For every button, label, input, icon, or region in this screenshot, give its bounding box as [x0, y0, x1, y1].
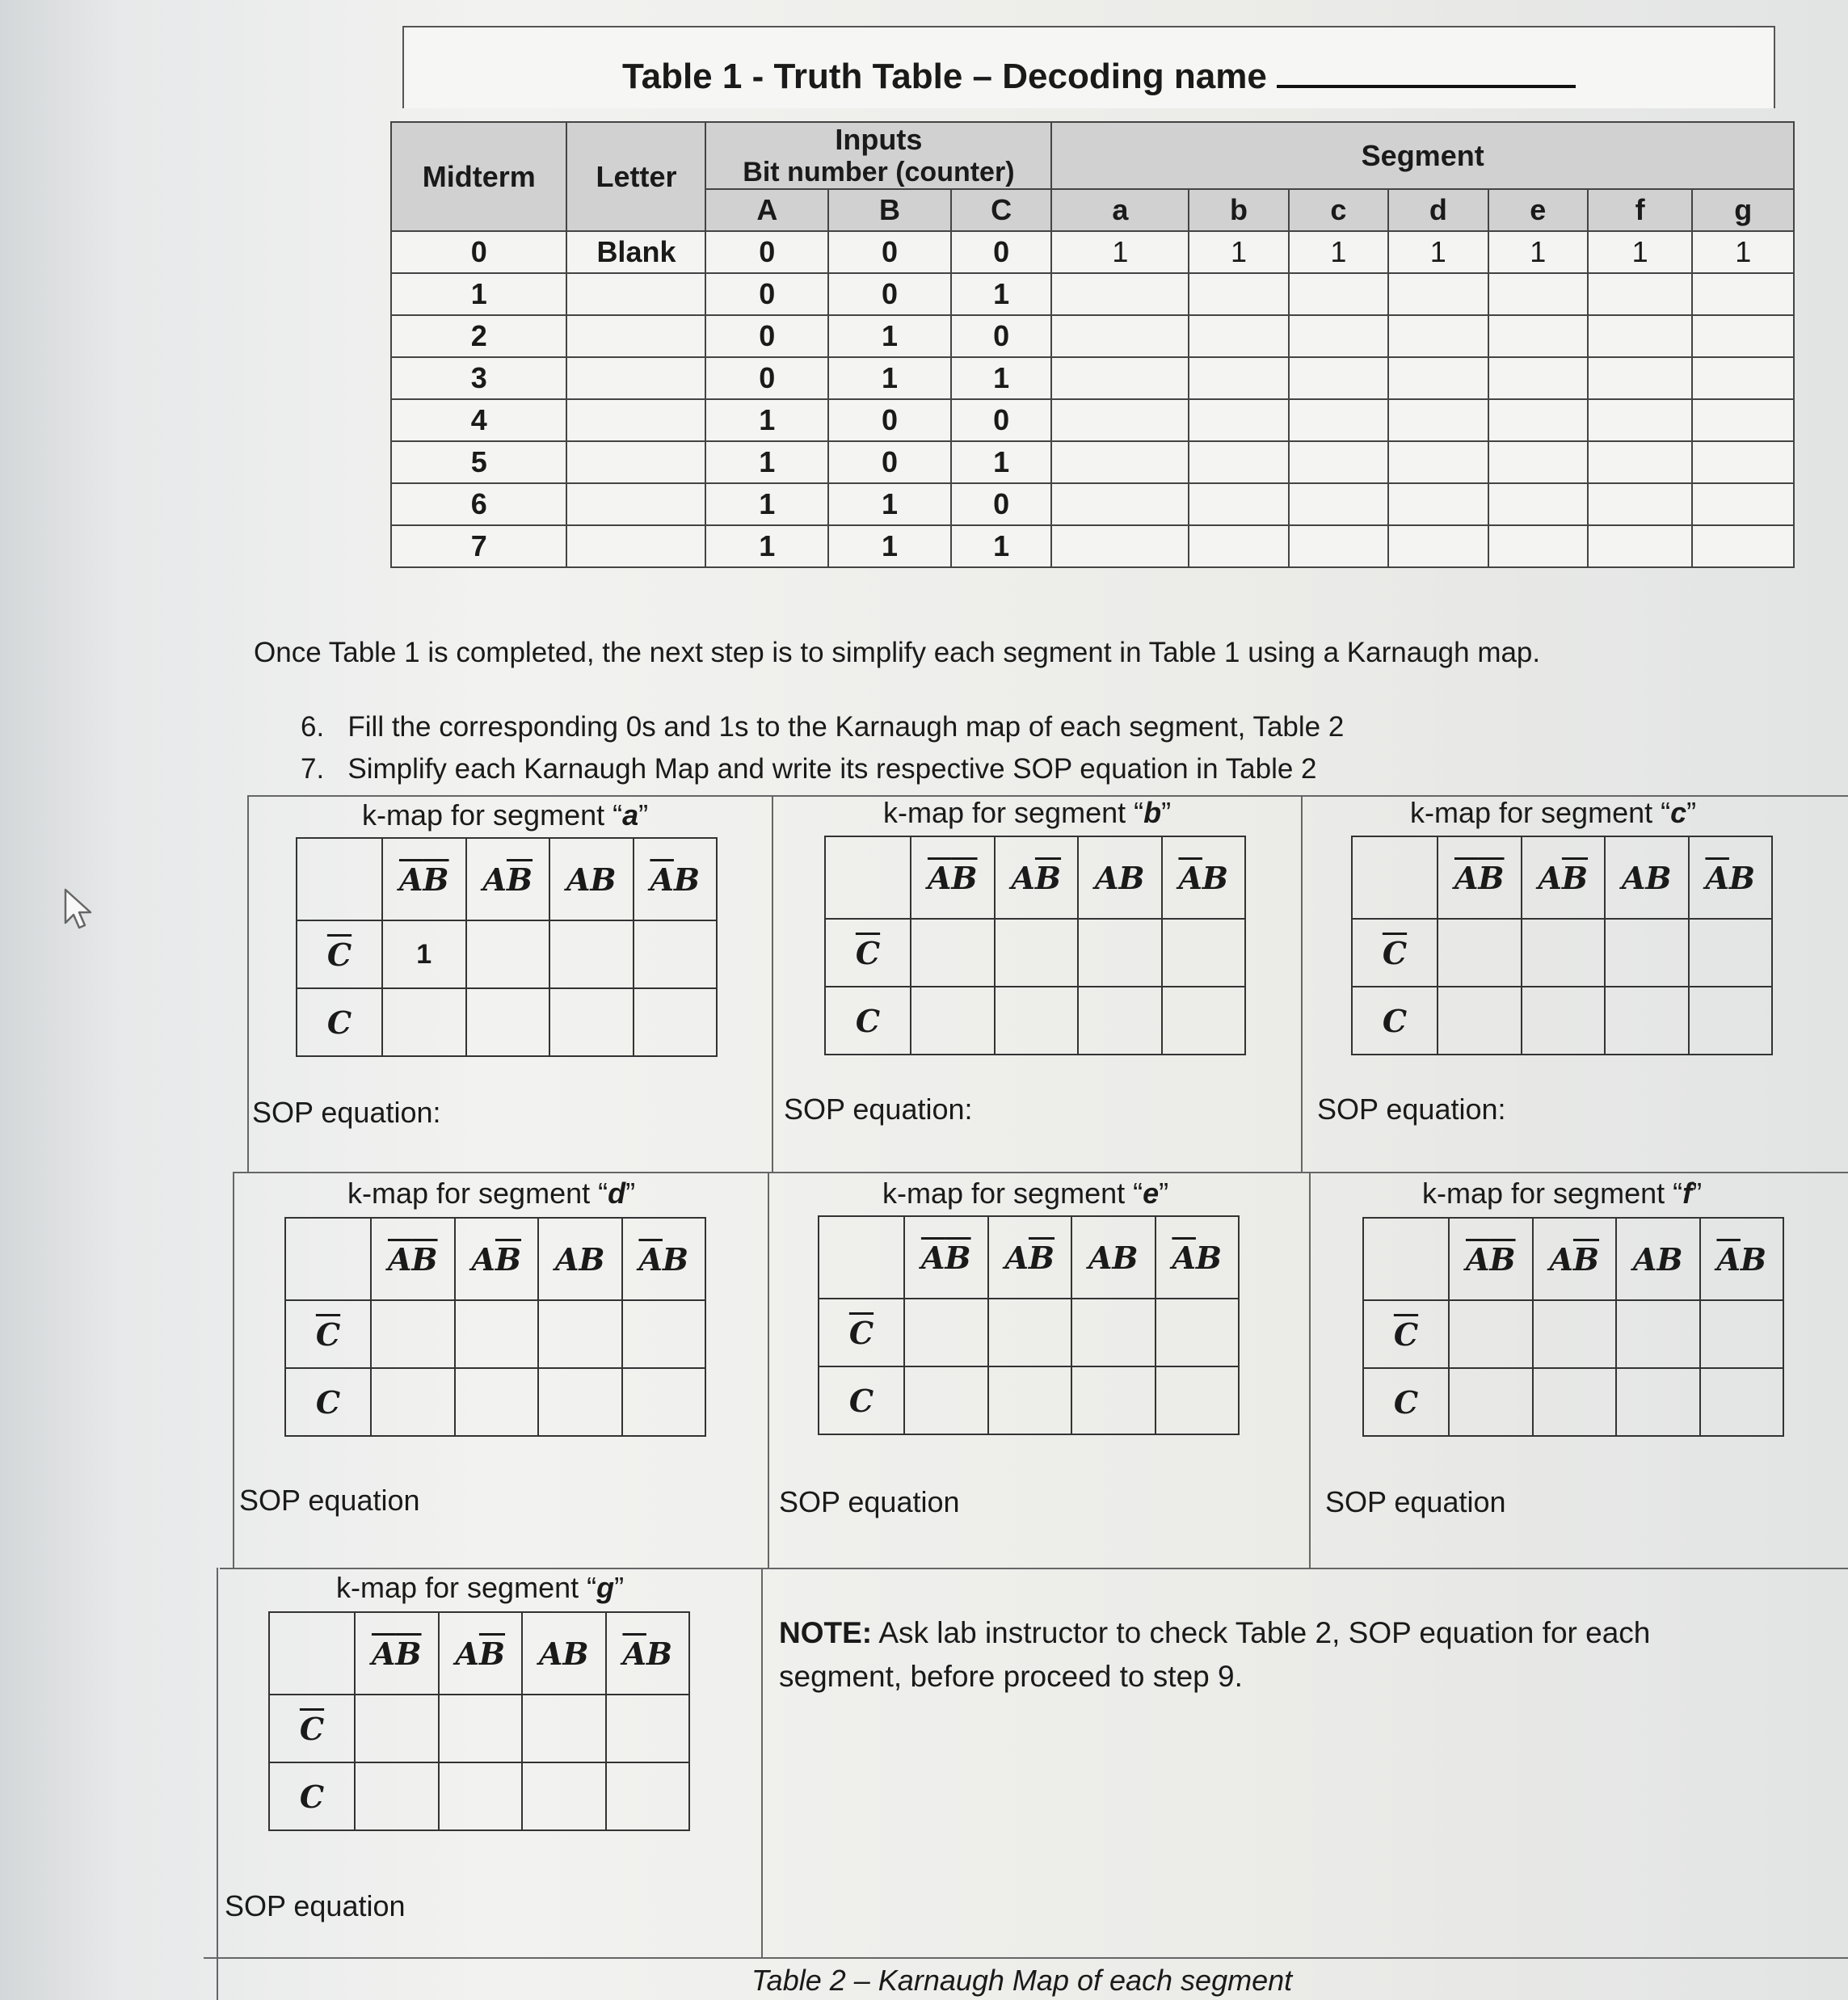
input-b-cell[interactable]: 1 [828, 483, 951, 525]
kmap-col-header: AB [1071, 1216, 1156, 1299]
truth-table [390, 121, 1795, 568]
kmap-cell[interactable] [1689, 987, 1773, 1055]
midterm-cell[interactable]: 7 [391, 525, 566, 567]
truth-table-row [391, 483, 1794, 525]
kmap-col-header: AB [1616, 1218, 1700, 1300]
segment-cell[interactable] [1488, 399, 1588, 441]
kmap-cell[interactable] [455, 1300, 539, 1368]
segment-cell[interactable] [1692, 399, 1794, 441]
midterm-cell[interactable]: 6 [391, 483, 566, 525]
input-a-cell[interactable]: 0 [705, 231, 828, 273]
kmap-col-header: AB [538, 1218, 622, 1300]
kmap-corner [297, 838, 382, 920]
segment-cell[interactable] [1588, 483, 1692, 525]
kmap-cell[interactable] [1078, 919, 1162, 987]
kmap-cell[interactable] [904, 1299, 988, 1366]
intro-text: Once Table 1 is completed, the next step is to simplify each segment in Table 1 using a Karnaugh map. [254, 637, 1541, 668]
segment-cell[interactable] [1488, 441, 1588, 483]
kmap-cell[interactable] [1162, 919, 1246, 987]
input-a-cell[interactable]: 1 [705, 525, 828, 567]
kmap-cell[interactable] [988, 1366, 1072, 1434]
kmap-cell[interactable] [439, 1695, 523, 1762]
truth-table-row [391, 231, 1794, 273]
input-b-cell[interactable]: 0 [828, 441, 951, 483]
segment-col-header: f [1588, 189, 1692, 231]
segment-cell[interactable] [1692, 273, 1794, 315]
input-a-cell[interactable]: 0 [705, 315, 828, 357]
kmap-cell[interactable] [1156, 1366, 1240, 1434]
kmap-col-header: $A\overline{B}$ [455, 1218, 539, 1300]
kmap-corner [1352, 836, 1438, 919]
kmap-cell[interactable] [522, 1762, 606, 1830]
kmap-corner [285, 1218, 371, 1300]
segment-cell[interactable]: 1 [1051, 231, 1189, 273]
kmap-cell[interactable] [1605, 987, 1689, 1055]
truth-table-row [391, 315, 1794, 357]
segment-cell[interactable] [1388, 483, 1488, 525]
kmap-caption-g: k-map for segment “g” [336, 1571, 625, 1604]
kmap-col-header: $\overline{A}\overline{B}$ [355, 1612, 439, 1695]
letter-header: Letter [566, 122, 705, 231]
kmap-caption-a: k-map for segment “a” [362, 798, 649, 832]
midterm-header: Midterm [391, 122, 566, 231]
kmap-cell[interactable] [1616, 1300, 1700, 1368]
kmap-col-header: $A\overline{B}$ [439, 1612, 523, 1695]
kmap-cell[interactable] [1616, 1368, 1700, 1436]
segment-cell[interactable] [1488, 357, 1588, 399]
kmap-row-header: $\overline{C}$ [819, 1299, 904, 1366]
kmap-cell[interactable] [1700, 1368, 1784, 1436]
segment-cell[interactable] [1051, 399, 1189, 441]
kmap-cell[interactable] [622, 1300, 706, 1368]
kmap-cell[interactable] [382, 988, 466, 1056]
input-c-cell[interactable]: 1 [951, 273, 1051, 315]
segment-cell[interactable] [1289, 315, 1388, 357]
input-b-cell[interactable]: 0 [828, 231, 951, 273]
kmap-col-header: $A\overline{B}$ [988, 1216, 1072, 1299]
kmap-col-header: $\overline{A}B$ [606, 1612, 690, 1695]
input-c-cell[interactable]: 0 [951, 483, 1051, 525]
kmap-cell[interactable] [1449, 1368, 1533, 1436]
kmap-col-header: $\overline{A}\overline{B}$ [382, 838, 466, 920]
step-6: 6. Fill the corresponding 0s and 1s to the Karnaugh map of each segment, Table 2 [301, 711, 1345, 743]
kmap-col-header: $\overline{A}B$ [1156, 1216, 1240, 1299]
input-c-cell[interactable]: 1 [951, 357, 1051, 399]
kmap-cell[interactable] [1700, 1300, 1784, 1368]
kmap-col-header: $\overline{A}\overline{B}$ [371, 1218, 455, 1300]
kmap-row-header: C [285, 1368, 371, 1436]
kmap-cell[interactable] [1533, 1368, 1617, 1436]
segment-cell[interactable] [1051, 483, 1189, 525]
segment-cell[interactable] [1051, 273, 1189, 315]
segment-cell[interactable] [1388, 273, 1488, 315]
kmap-col-header: AB [1605, 836, 1689, 919]
kmap-corner [269, 1612, 355, 1695]
kmap-cell[interactable] [1689, 919, 1773, 987]
kmap-caption-b: k-map for segment “b” [883, 796, 1172, 829]
kmap-row-header: C [1352, 987, 1438, 1055]
kmap-col-header: $\overline{A}B$ [634, 838, 718, 920]
kmap-cell[interactable] [466, 920, 550, 988]
segment-col-header: c [1289, 189, 1388, 231]
kmap-col-header: $A\overline{B}$ [995, 836, 1079, 919]
segment-cell[interactable] [1388, 357, 1488, 399]
input-c-cell[interactable]: 1 [951, 441, 1051, 483]
segment-cell[interactable] [1588, 315, 1692, 357]
table1-title-bar [402, 26, 1775, 108]
kmap-row-header: C [269, 1762, 355, 1830]
segment-cell[interactable] [1488, 525, 1588, 567]
kmap-cell[interactable] [538, 1368, 622, 1436]
input-b-cell[interactable]: 0 [828, 399, 951, 441]
kmap-grid-a [296, 837, 718, 1057]
input-a-cell[interactable]: 0 [705, 357, 828, 399]
kmap-row-header: $\overline{C}$ [285, 1300, 371, 1368]
input-col-header: B [828, 189, 951, 231]
segment-cell[interactable] [1189, 273, 1288, 315]
inputs-header: Inputs Bit number (counter) [705, 122, 1051, 189]
kmap-cell[interactable] [988, 1299, 1072, 1366]
kmap-corner [819, 1216, 904, 1299]
kmap-cell[interactable] [355, 1762, 439, 1830]
segment-cell[interactable] [1692, 525, 1794, 567]
kmap-cell[interactable] [439, 1762, 523, 1830]
segment-col-header: g [1692, 189, 1794, 231]
segment-cell[interactable] [1692, 483, 1794, 525]
kmap-corner [1363, 1218, 1449, 1300]
kmap-row-header: $\overline{C}$ [269, 1695, 355, 1762]
sop-equation-label-d[interactable]: SOP equation [239, 1484, 420, 1517]
kmap-cell[interactable] [634, 920, 718, 988]
kmap-grid-e [818, 1215, 1240, 1435]
kmap-cell[interactable] [522, 1695, 606, 1762]
letter-cell[interactable] [566, 273, 705, 315]
kmap-row-header: $\overline{C}$ [1352, 919, 1438, 987]
segment-cell[interactable] [1692, 441, 1794, 483]
mouse-pointer-icon [63, 887, 95, 933]
segment-col-header: b [1189, 189, 1288, 231]
table1-title: Table 1 - Truth Table – Decoding name [622, 57, 1576, 97]
midterm-cell[interactable]: 2 [391, 315, 566, 357]
segment-cell[interactable] [1051, 357, 1189, 399]
kmap-row-header: $\overline{C}$ [825, 919, 911, 987]
sop-equation-label-f[interactable]: SOP equation [1325, 1485, 1506, 1518]
kmap-caption-f: k-map for segment “f” [1422, 1177, 1703, 1210]
letter-cell[interactable] [566, 525, 705, 567]
kmap-grid-f [1362, 1217, 1784, 1437]
segment-cell[interactable] [1289, 525, 1388, 567]
midterm-cell[interactable]: 5 [391, 441, 566, 483]
kmap-cell[interactable] [466, 988, 550, 1056]
kmap-col-header: $\overline{A}B$ [1700, 1218, 1784, 1300]
kmap-col-header: $\overline{A}\overline{B}$ [911, 836, 995, 919]
letter-cell[interactable] [566, 483, 705, 525]
kmap-cell[interactable] [911, 919, 995, 987]
kmap-cell[interactable] [634, 988, 718, 1056]
segment-cell[interactable] [1051, 441, 1189, 483]
segment-cell[interactable] [1388, 441, 1488, 483]
segment-cell[interactable] [1189, 315, 1288, 357]
truth-table-row [391, 273, 1794, 315]
kmap-caption-e: k-map for segment “e” [882, 1177, 1169, 1210]
kmap-grid-g [268, 1611, 690, 1831]
input-a-cell[interactable]: 1 [705, 483, 828, 525]
segment-cell[interactable] [1289, 483, 1388, 525]
segment-cell[interactable] [1692, 357, 1794, 399]
kmap-cell[interactable] [549, 988, 634, 1056]
segment-col-header: a [1051, 189, 1189, 231]
segment-cell[interactable] [1189, 357, 1288, 399]
kmap-cell[interactable] [1071, 1366, 1156, 1434]
letter-cell[interactable] [566, 315, 705, 357]
kmap-row-header: $\overline{C}$ [297, 920, 382, 988]
input-b-cell[interactable]: 1 [828, 315, 951, 357]
kmap-cell[interactable] [455, 1368, 539, 1436]
kmap-col-header: AB [549, 838, 634, 920]
kmap-caption-d: k-map for segment “d” [347, 1177, 636, 1210]
kmap-row-header: C [825, 987, 911, 1055]
segment-cell[interactable] [1289, 441, 1388, 483]
kmap-col-header: $\overline{A}\overline{B}$ [904, 1216, 988, 1299]
kmap-grid-d [284, 1217, 706, 1437]
kmap-caption-c: k-map for segment “c” [1410, 796, 1697, 829]
segment-cell[interactable] [1488, 273, 1588, 315]
input-b-cell[interactable]: 1 [828, 525, 951, 567]
midterm-cell[interactable]: 4 [391, 399, 566, 441]
kmap-cell[interactable] [911, 987, 995, 1055]
input-a-cell[interactable]: 1 [705, 399, 828, 441]
segment-col-header: e [1488, 189, 1588, 231]
kmap-cell[interactable] [538, 1300, 622, 1368]
segment-cell[interactable] [1588, 441, 1692, 483]
segment-cell[interactable] [1588, 525, 1692, 567]
kmap-col-header: $\overline{A}\overline{B}$ [1449, 1218, 1533, 1300]
segment-cell[interactable] [1388, 315, 1488, 357]
kmap-corner [825, 836, 911, 919]
segment-cell[interactable] [1189, 441, 1288, 483]
segment-cell[interactable] [1289, 357, 1388, 399]
midterm-cell[interactable]: 3 [391, 357, 566, 399]
kmap-row-header: C [297, 988, 382, 1056]
kmap-col-header: $A\overline{B}$ [1533, 1218, 1617, 1300]
sop-equation-label-c[interactable]: SOP equation: [1317, 1093, 1506, 1126]
segment-cell[interactable] [1189, 525, 1288, 567]
kmap-grid-c [1351, 836, 1773, 1055]
segment-cell[interactable]: 1 [1588, 231, 1692, 273]
segment-cell[interactable]: 1 [1289, 231, 1388, 273]
sop-equation-label-e[interactable]: SOP equation [779, 1485, 960, 1518]
letter-cell[interactable] [566, 441, 705, 483]
kmap-cell[interactable] [1162, 987, 1246, 1055]
kmap-cell[interactable] [549, 920, 634, 988]
kmap-cell[interactable] [606, 1762, 690, 1830]
kmap-cell[interactable] [371, 1300, 455, 1368]
sop-equation-label-a[interactable]: SOP equation: [252, 1096, 441, 1129]
truth-table-row [391, 399, 1794, 441]
kmap-cell[interactable] [1438, 919, 1522, 987]
kmap-col-header: $\overline{A}B$ [1689, 836, 1773, 919]
segment-cell[interactable] [1388, 399, 1488, 441]
segment-cell[interactable]: 1 [1189, 231, 1288, 273]
input-c-cell[interactable]: 0 [951, 315, 1051, 357]
segment-cell[interactable]: 1 [1388, 231, 1488, 273]
kmap-cell[interactable] [1522, 987, 1606, 1055]
letter-cell[interactable] [566, 357, 705, 399]
input-a-cell[interactable]: 1 [705, 441, 828, 483]
input-b-cell[interactable]: 1 [828, 357, 951, 399]
truth-table-row [391, 357, 1794, 399]
sop-equation-label-b[interactable]: SOP equation: [784, 1093, 973, 1126]
letter-cell[interactable] [566, 399, 705, 441]
segment-cell[interactable] [1692, 315, 1794, 357]
kmap-grid-b [824, 836, 1246, 1055]
segment-cell[interactable] [1051, 525, 1189, 567]
kmap-col-header: $\overline{A}\overline{B}$ [1438, 836, 1522, 919]
segment-cell[interactable] [1488, 483, 1588, 525]
segment-cell[interactable]: 1 [1488, 231, 1588, 273]
decoding-name-blank-line [1277, 85, 1576, 88]
kmap-col-header: $A\overline{B}$ [466, 838, 550, 920]
input-a-cell[interactable]: 0 [705, 273, 828, 315]
kmap-cell[interactable] [1522, 919, 1606, 987]
letter-cell[interactable]: Blank [566, 231, 705, 273]
segment-cell[interactable] [1289, 273, 1388, 315]
kmap-cell[interactable] [904, 1366, 988, 1434]
kmap-cell[interactable] [995, 919, 1079, 987]
kmap-col-header: $\overline{A}B$ [1162, 836, 1246, 919]
input-b-cell[interactable]: 0 [828, 273, 951, 315]
step-7: 7. Simplify each Karnaugh Map and write its respective SOP equation in Table 2 [301, 753, 1317, 785]
kmap-col-header: AB [522, 1612, 606, 1695]
kmap-cell[interactable] [1438, 987, 1522, 1055]
segment-cell[interactable] [1588, 357, 1692, 399]
kmap-cell[interactable] [995, 987, 1079, 1055]
kmap-cell[interactable] [1156, 1299, 1240, 1366]
input-col-header: A [705, 189, 828, 231]
input-c-cell[interactable]: 1 [951, 525, 1051, 567]
kmap-cell[interactable] [371, 1368, 455, 1436]
input-c-cell[interactable]: 0 [951, 231, 1051, 273]
input-col-header: C [951, 189, 1051, 231]
segment-cell[interactable] [1588, 273, 1692, 315]
kmap-row-header: $\overline{C}$ [1363, 1300, 1449, 1368]
kmap-row-header: C [1363, 1368, 1449, 1436]
segment-cell[interactable] [1051, 315, 1189, 357]
kmap-cell[interactable] [606, 1695, 690, 1762]
instructor-note: NOTE: Ask lab instructor to check Table 2, SOP equation for each segment, before proceed to step 9. [779, 1616, 1651, 1693]
kmap-cell[interactable] [1078, 987, 1162, 1055]
kmap-cell[interactable] [1071, 1299, 1156, 1366]
kmap-row-header: C [819, 1366, 904, 1434]
input-c-cell[interactable]: 0 [951, 399, 1051, 441]
kmap-cell[interactable] [622, 1368, 706, 1436]
kmap-cell[interactable] [1605, 919, 1689, 987]
table2-caption: Table 2 – Karnaugh Map of each segment [751, 1964, 1293, 1997]
kmap-cell[interactable] [355, 1695, 439, 1762]
segment-col-header: d [1388, 189, 1488, 231]
segment-cell[interactable] [1289, 399, 1388, 441]
segment-cell[interactable] [1588, 399, 1692, 441]
kmap-col-header: $\overline{A}B$ [622, 1218, 706, 1300]
segment-cell[interactable] [1189, 399, 1288, 441]
kmap-col-header: $A\overline{B}$ [1522, 836, 1606, 919]
sop-equation-label-g[interactable]: SOP equation [225, 1889, 406, 1922]
kmap-cell[interactable] [1533, 1300, 1617, 1368]
truth-table-row [391, 525, 1794, 567]
segment-cell[interactable] [1388, 525, 1488, 567]
midterm-cell[interactable]: 1 [391, 273, 566, 315]
truth-table-row [391, 441, 1794, 483]
segment-cell[interactable] [1488, 315, 1588, 357]
segment-cell[interactable] [1189, 483, 1288, 525]
kmap-col-header: AB [1078, 836, 1162, 919]
kmap-cell[interactable]: 1 [382, 920, 466, 988]
segment-cell[interactable]: 1 [1692, 231, 1794, 273]
segment-header: Segment [1051, 122, 1794, 189]
midterm-cell[interactable]: 0 [391, 231, 566, 273]
kmap-cell[interactable] [1449, 1300, 1533, 1368]
